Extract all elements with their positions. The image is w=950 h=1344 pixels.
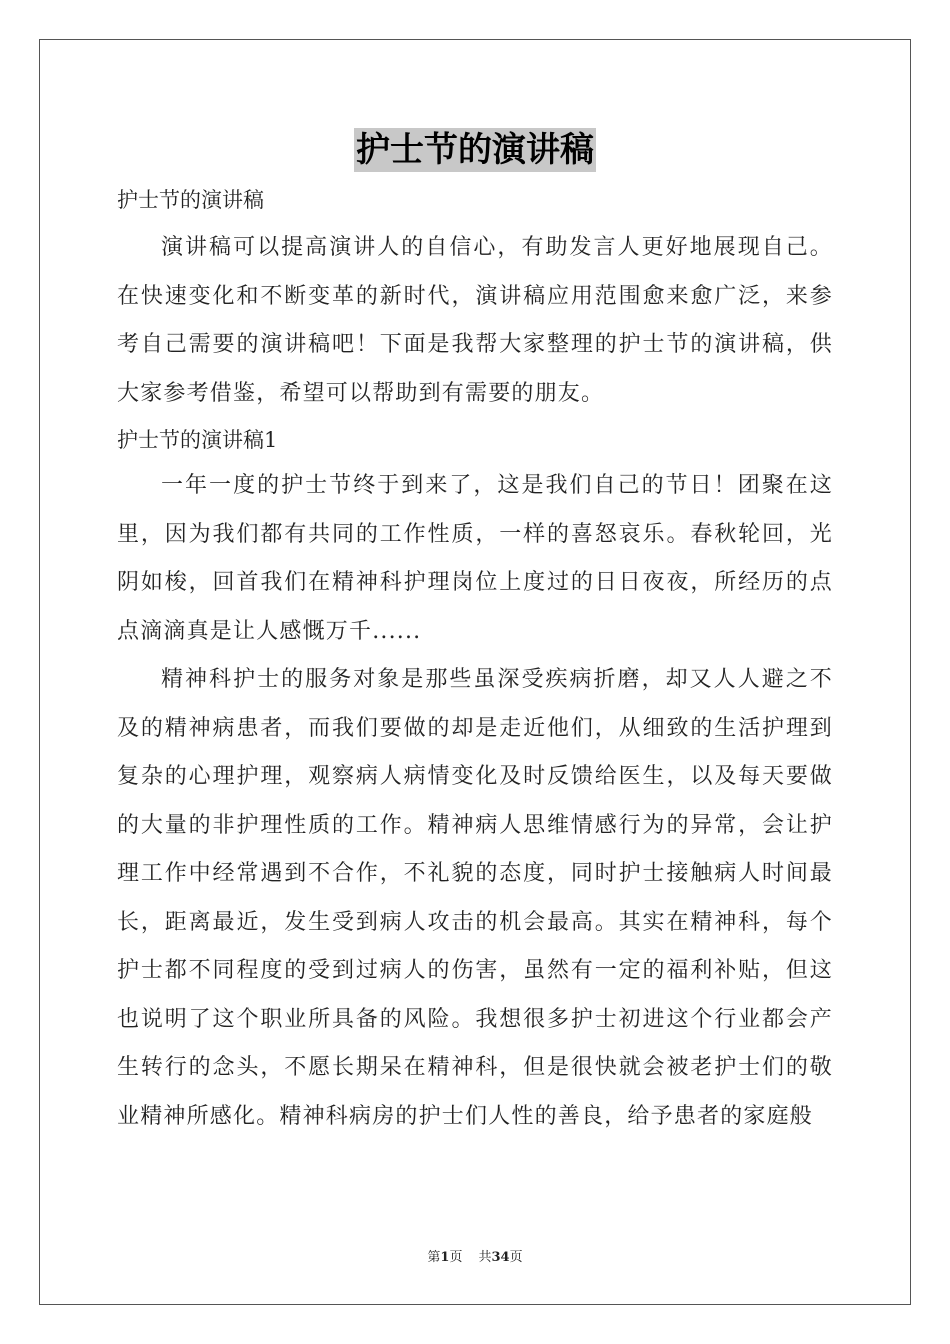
body-paragraph-2: 精神科护士的服务对象是那些虽深受疾病折磨，却又人人避之不及的精神病患者，而我们要做的却是走近他们，从细致的生活护理到复杂的心理护理，观察病人病情变化及时反馈给医生，以及每天要做的大量的非护理性质的工作。精神病人思维情感行为的异常，会让护理工作中经常遇到不合作，不礼貌的态度，同时护士接触病人时间最长，距离最近，发生受到病人攻击的机会最高。其实在精神科，每个护士都不同程度的受到过病人的伤害，虽然有一定的福利补贴，但这也说明了这个职业所具备的风险。我想很多护士初进这个行业都会产生转行的念头，不愿长期呆在精神科，但是很快就会被老护士们的敬业精神所感化。精神科病房的护士们人性的善良，给予患者的家庭般 (117, 667, 833, 1129)
page-footer (0, 1246, 950, 1265)
total-suffix: 页 (509, 1250, 523, 1265)
page-prefix: 第 (427, 1250, 441, 1265)
page-number: 1 (440, 1250, 450, 1265)
document-subtitle: 护士节的演讲稿 (117, 188, 264, 212)
total-prefix: 共 (478, 1250, 492, 1265)
page-suffix: 页 (449, 1250, 463, 1265)
total-pages: 34 (491, 1250, 510, 1265)
intro-paragraph: 演讲稿可以提高演讲人的自信心，有助发言人更好地展现自己。在快速变化和不断变革的新时代，演讲稿应用范围愈来愈广泛，来参考自己需要的演讲稿吧！下面是我帮大家整理的护士节的演讲稿，供大家参考借鉴，希望可以帮助到有需要的朋友。 (117, 235, 833, 406)
body-paragraph-1: 一年一度的护士节终于到来了，这是我们自己的节日！团聚在这里，因为我们都有共同的工作性质，一样的喜怒哀乐。春秋轮回，光阴如梭，回首我们在精神科护理岗位上度过的日日夜夜，所经历的点点滴滴真是让人感慨万千...... (117, 473, 833, 644)
section-heading: 护士节的演讲稿1 (117, 428, 278, 452)
document-body (117, 178, 833, 1141)
title-container (0, 128, 950, 172)
document-title: 护士节的演讲稿 (356, 130, 594, 170)
